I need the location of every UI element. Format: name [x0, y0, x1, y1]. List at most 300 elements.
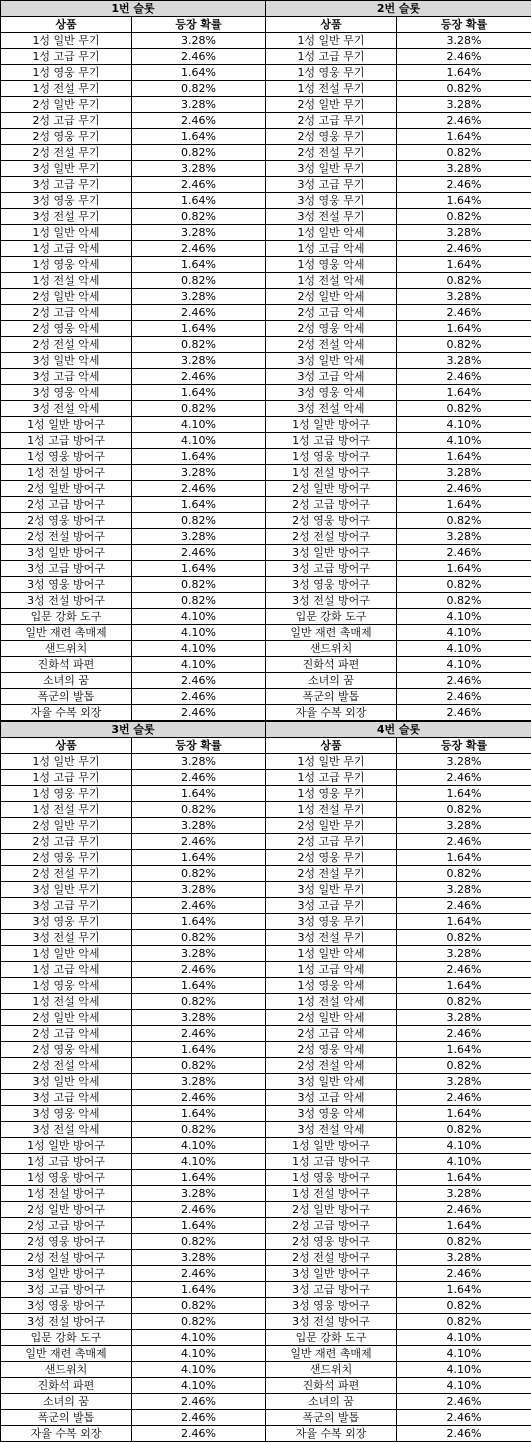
probability-cell: 0.82% — [132, 930, 266, 946]
item-name-cell: 2성 고급 무기 — [266, 113, 397, 129]
item-name-cell: 2성 고급 무기 — [1, 113, 132, 129]
probability-cell: 4.10% — [132, 625, 266, 641]
item-name-cell: 3성 일반 방어구 — [266, 545, 397, 561]
table-row — [1, 1058, 531, 1074]
item-name-cell: 3성 전설 악세 — [1, 1122, 132, 1138]
item-name-cell: 3성 일반 무기 — [266, 161, 397, 177]
table-row — [1, 161, 531, 177]
probability-cell: 0.82% — [397, 1314, 531, 1330]
item-name-cell: 3성 전설 악세 — [266, 401, 397, 417]
item-name-cell: 3성 일반 악세 — [1, 1074, 132, 1090]
table-row — [1, 1426, 531, 1442]
probability-cell: 2.46% — [397, 49, 531, 65]
slot-title-row — [1, 1, 531, 17]
probability-cell: 2.46% — [132, 898, 266, 914]
item-name-cell: 1성 영웅 방어구 — [266, 449, 397, 465]
item-name-cell: 3성 고급 악세 — [1, 1090, 132, 1106]
probability-cell: 3.28% — [397, 1250, 531, 1266]
table-row — [1, 625, 531, 641]
probability-cell: 1.64% — [397, 1170, 531, 1186]
item-name-cell: 2성 고급 악세 — [266, 305, 397, 321]
probability-cell: 0.82% — [132, 1234, 266, 1250]
probability-cell: 2.46% — [132, 673, 266, 689]
table-row — [1, 273, 531, 289]
item-name-cell: 3성 일반 방어구 — [1, 1266, 132, 1282]
item-name-cell: 2성 영웅 무기 — [266, 129, 397, 145]
item-name-cell: 2성 일반 악세 — [266, 1010, 397, 1026]
item-name-cell: 1성 영웅 무기 — [266, 786, 397, 802]
item-column-header: 상품 — [1, 17, 132, 33]
probability-cell: 4.10% — [132, 433, 266, 449]
item-name-cell: 3성 영웅 악세 — [266, 1106, 397, 1122]
probability-cell: 4.10% — [397, 1346, 531, 1362]
item-column-header: 상품 — [1, 738, 132, 754]
probability-cell: 4.10% — [132, 1362, 266, 1378]
table-row — [1, 1298, 531, 1314]
item-name-cell: 폭군의 발톱 — [1, 1410, 132, 1426]
table-row — [1, 433, 531, 449]
item-name-cell: 샌드위치 — [1, 641, 132, 657]
probability-cell: 3.28% — [132, 289, 266, 305]
probability-cell: 3.28% — [397, 225, 531, 241]
item-name-cell: 2성 고급 무기 — [1, 834, 132, 850]
table-row — [1, 1394, 531, 1410]
item-name-cell: 일반 재련 촉매제 — [266, 1346, 397, 1362]
probability-cell: 2.46% — [132, 1090, 266, 1106]
item-name-cell: 3성 고급 악세 — [266, 1090, 397, 1106]
probability-cell: 2.46% — [397, 241, 531, 257]
item-name-cell: 2성 전설 무기 — [266, 145, 397, 161]
item-name-cell: 폭군의 발톱 — [1, 689, 132, 705]
table-row — [1, 289, 531, 305]
probability-cell: 0.82% — [132, 337, 266, 353]
probability-cell: 2.46% — [132, 1426, 266, 1442]
table-row — [1, 369, 531, 385]
table-row — [1, 193, 531, 209]
item-name-cell: 2성 영웅 악세 — [1, 321, 132, 337]
slot-3-title: 3번 슬롯 — [1, 722, 266, 738]
item-name-cell: 2성 전설 무기 — [266, 866, 397, 882]
probability-cell: 2.46% — [132, 770, 266, 786]
item-name-cell: 1성 고급 무기 — [266, 49, 397, 65]
item-name-cell: 2성 고급 방어구 — [1, 1218, 132, 1234]
probability-cell: 2.46% — [397, 1426, 531, 1442]
table-row — [1, 337, 531, 353]
item-name-cell: 샌드위치 — [266, 641, 397, 657]
item-name-cell: 3성 전설 방어구 — [266, 1314, 397, 1330]
item-name-cell: 일반 재련 촉매제 — [266, 625, 397, 641]
probability-cell: 4.10% — [132, 1330, 266, 1346]
probability-cell: 0.82% — [132, 401, 266, 417]
table-row — [1, 1282, 531, 1298]
probability-cell: 2.46% — [132, 1266, 266, 1282]
probability-cell: 3.28% — [132, 97, 266, 113]
table-row — [1, 321, 531, 337]
table-row — [1, 962, 531, 978]
probability-cell: 0.82% — [132, 1314, 266, 1330]
probability-cell: 2.46% — [397, 834, 531, 850]
probability-cell: 0.82% — [397, 930, 531, 946]
item-name-cell: 2성 영웅 방어구 — [1, 513, 132, 529]
item-name-cell: 3성 전설 악세 — [1, 401, 132, 417]
item-name-cell: 3성 전설 방어구 — [266, 593, 397, 609]
probability-cell: 3.28% — [397, 818, 531, 834]
item-name-cell: 1성 전설 악세 — [1, 994, 132, 1010]
table-row — [1, 481, 531, 497]
item-name-cell: 3성 고급 무기 — [266, 898, 397, 914]
item-name-cell: 3성 고급 무기 — [266, 177, 397, 193]
probability-cell: 1.64% — [132, 786, 266, 802]
item-name-cell: 2성 고급 방어구 — [1, 497, 132, 513]
slot-4-title: 4번 슬롯 — [266, 722, 531, 738]
probability-cell: 2.46% — [397, 113, 531, 129]
probability-cell: 0.82% — [397, 145, 531, 161]
table-row — [1, 882, 531, 898]
probability-cell: 1.64% — [397, 385, 531, 401]
probability-cell: 3.28% — [132, 754, 266, 770]
item-name-cell: 1성 고급 악세 — [266, 962, 397, 978]
item-name-cell: 2성 영웅 무기 — [266, 850, 397, 866]
item-name-cell: 1성 전설 방어구 — [1, 1186, 132, 1202]
column-header-row — [1, 738, 531, 754]
item-name-cell: 1성 전설 무기 — [266, 802, 397, 818]
item-name-cell: 3성 영웅 무기 — [266, 914, 397, 930]
probability-cell: 3.28% — [397, 529, 531, 545]
item-name-cell: 1성 고급 방어구 — [266, 1154, 397, 1170]
item-name-cell: 2성 일반 무기 — [1, 818, 132, 834]
probability-cell: 3.28% — [132, 818, 266, 834]
item-name-cell: 1성 전설 방어구 — [266, 465, 397, 481]
probability-cell: 2.46% — [132, 834, 266, 850]
item-name-cell: 자율 수복 외장 — [266, 1426, 397, 1442]
probability-cell: 0.82% — [132, 81, 266, 97]
probability-cell: 3.28% — [397, 1186, 531, 1202]
item-name-cell: 1성 일반 방어구 — [266, 417, 397, 433]
item-name-cell: 3성 일반 방어구 — [1, 545, 132, 561]
item-name-cell: 2성 고급 악세 — [266, 1026, 397, 1042]
probability-cell: 2.46% — [132, 1394, 266, 1410]
item-name-cell: 2성 전설 악세 — [266, 1058, 397, 1074]
item-name-cell: 1성 일반 방어구 — [1, 417, 132, 433]
item-name-cell: 입문 강화 도구 — [1, 1330, 132, 1346]
probability-cell: 0.82% — [132, 1122, 266, 1138]
item-name-cell: 1성 영웅 악세 — [266, 978, 397, 994]
table-row — [1, 1410, 531, 1426]
item-name-cell: 1성 전설 방어구 — [266, 1186, 397, 1202]
probability-cell: 1.64% — [397, 786, 531, 802]
item-name-cell: 2성 고급 방어구 — [266, 1218, 397, 1234]
probability-cell: 0.82% — [397, 577, 531, 593]
table-row — [1, 818, 531, 834]
table-row — [1, 417, 531, 433]
probability-cell: 1.64% — [132, 449, 266, 465]
slot-table-bottom — [0, 721, 531, 1442]
probability-cell: 1.64% — [132, 385, 266, 401]
probability-cell: 4.10% — [132, 1154, 266, 1170]
item-name-cell: 2성 영웅 악세 — [1, 1042, 132, 1058]
item-name-cell: 3성 영웅 방어구 — [266, 577, 397, 593]
probability-cell: 4.10% — [132, 417, 266, 433]
probability-cell: 2.46% — [132, 1026, 266, 1042]
probability-cell: 1.64% — [132, 257, 266, 273]
table-row — [1, 946, 531, 962]
probability-cell: 1.64% — [397, 978, 531, 994]
probability-cell: 4.10% — [397, 641, 531, 657]
item-name-cell: 3성 영웅 무기 — [266, 193, 397, 209]
item-name-cell: 1성 고급 무기 — [1, 770, 132, 786]
table-row — [1, 657, 531, 673]
item-name-cell: 2성 일반 악세 — [266, 289, 397, 305]
item-name-cell: 2성 전설 악세 — [1, 1058, 132, 1074]
prob-column-header: 등장 확률 — [397, 738, 531, 754]
item-name-cell: 3성 고급 방어구 — [1, 561, 132, 577]
table-row — [1, 577, 531, 593]
item-name-cell: 3성 영웅 악세 — [1, 1106, 132, 1122]
probability-cell: 3.28% — [132, 465, 266, 481]
table-row — [1, 257, 531, 273]
probability-cell: 0.82% — [132, 866, 266, 882]
item-name-cell: 3성 일반 악세 — [1, 353, 132, 369]
probability-cell: 2.46% — [132, 481, 266, 497]
probability-cell: 3.28% — [132, 161, 266, 177]
probability-cell: 4.10% — [397, 657, 531, 673]
item-name-cell: 3성 일반 무기 — [1, 882, 132, 898]
probability-cell: 0.82% — [397, 1298, 531, 1314]
probability-cell: 0.82% — [132, 1298, 266, 1314]
probability-cell: 0.82% — [397, 81, 531, 97]
probability-cell: 2.46% — [132, 689, 266, 705]
item-name-cell: 자율 수복 외장 — [1, 1426, 132, 1442]
slot-title-row — [1, 722, 531, 738]
table-row — [1, 1234, 531, 1250]
item-name-cell: 1성 영웅 악세 — [1, 257, 132, 273]
table-row — [1, 497, 531, 513]
probability-cell: 1.64% — [132, 193, 266, 209]
probability-cell: 0.82% — [132, 513, 266, 529]
table-row — [1, 850, 531, 866]
probability-cell: 1.64% — [132, 978, 266, 994]
probability-cell: 3.28% — [397, 946, 531, 962]
item-name-cell: 일반 재련 촉매제 — [1, 625, 132, 641]
item-name-cell: 2성 일반 무기 — [1, 97, 132, 113]
item-name-cell: 소녀의 꿈 — [266, 673, 397, 689]
probability-cell: 0.82% — [397, 337, 531, 353]
table-row — [1, 225, 531, 241]
probability-cell: 2.46% — [397, 898, 531, 914]
slot-1-title: 1번 슬롯 — [1, 1, 266, 17]
table-row — [1, 353, 531, 369]
table-row — [1, 593, 531, 609]
prob-column-header: 등장 확률 — [132, 17, 266, 33]
item-name-cell: 1성 영웅 방어구 — [266, 1170, 397, 1186]
item-name-cell: 폭군의 발톱 — [266, 1410, 397, 1426]
probability-cell: 3.28% — [132, 882, 266, 898]
probability-cell: 1.64% — [132, 1282, 266, 1298]
probability-cell: 4.10% — [132, 641, 266, 657]
probability-cell: 1.64% — [397, 1042, 531, 1058]
table-row — [1, 513, 531, 529]
item-name-cell: 2성 전설 악세 — [266, 337, 397, 353]
table-body — [1, 754, 531, 1442]
probability-cell: 0.82% — [132, 802, 266, 818]
item-name-cell: 2성 일반 방어구 — [1, 1202, 132, 1218]
table-row — [1, 705, 531, 721]
probability-table-slots-3-4 — [0, 721, 531, 1442]
probability-cell: 1.64% — [132, 850, 266, 866]
probability-cell: 2.46% — [132, 545, 266, 561]
item-name-cell: 1성 일반 무기 — [266, 754, 397, 770]
probability-cell: 3.28% — [132, 353, 266, 369]
item-name-cell: 3성 전설 무기 — [266, 930, 397, 946]
probability-cell: 2.46% — [397, 545, 531, 561]
probability-cell: 3.28% — [132, 946, 266, 962]
item-name-cell: 3성 영웅 방어구 — [266, 1298, 397, 1314]
item-name-cell: 2성 영웅 무기 — [1, 129, 132, 145]
table-row — [1, 1170, 531, 1186]
item-name-cell: 2성 영웅 무기 — [1, 850, 132, 866]
probability-cell: 0.82% — [132, 145, 266, 161]
item-name-cell: 1성 일반 악세 — [266, 225, 397, 241]
item-name-cell: 2성 전설 무기 — [1, 145, 132, 161]
item-name-cell: 2성 전설 방어구 — [266, 1250, 397, 1266]
probability-cell: 0.82% — [397, 1058, 531, 1074]
table-row — [1, 241, 531, 257]
probability-cell: 2.46% — [397, 705, 531, 721]
item-name-cell: 2성 고급 무기 — [266, 834, 397, 850]
item-name-cell: 1성 일반 방어구 — [1, 1138, 132, 1154]
probability-cell: 0.82% — [397, 1234, 531, 1250]
item-name-cell: 1성 일반 무기 — [266, 33, 397, 49]
item-name-cell: 1성 영웅 방어구 — [1, 1170, 132, 1186]
probability-cell: 3.28% — [397, 1074, 531, 1090]
probability-cell: 2.46% — [132, 241, 266, 257]
item-name-cell: 3성 영웅 방어구 — [1, 1298, 132, 1314]
probability-cell: 1.64% — [397, 65, 531, 81]
probability-cell: 2.46% — [397, 770, 531, 786]
probability-cell: 4.10% — [397, 1330, 531, 1346]
item-name-cell: 3성 전설 악세 — [266, 1122, 397, 1138]
item-name-cell: 1성 전설 악세 — [1, 273, 132, 289]
probability-cell: 4.10% — [397, 1138, 531, 1154]
probability-cell: 3.28% — [132, 33, 266, 49]
item-name-cell: 1성 전설 무기 — [1, 802, 132, 818]
item-name-cell: 자율 수복 외장 — [1, 705, 132, 721]
table-row — [1, 1218, 531, 1234]
probability-cell: 3.28% — [397, 97, 531, 113]
item-name-cell: 2성 전설 방어구 — [1, 1250, 132, 1266]
probability-cell: 1.64% — [397, 449, 531, 465]
probability-cell: 4.10% — [132, 657, 266, 673]
table-row — [1, 866, 531, 882]
item-name-cell: 1성 일반 악세 — [1, 225, 132, 241]
table-row — [1, 465, 531, 481]
item-name-cell: 1성 고급 악세 — [266, 241, 397, 257]
table-row — [1, 385, 531, 401]
table-row — [1, 113, 531, 129]
probability-cell: 1.64% — [132, 1170, 266, 1186]
item-name-cell: 3성 일반 무기 — [1, 161, 132, 177]
item-name-cell: 샌드위치 — [266, 1362, 397, 1378]
item-name-cell: 2성 영웅 악세 — [266, 1042, 397, 1058]
table-row — [1, 401, 531, 417]
item-name-cell: 3성 고급 방어구 — [266, 1282, 397, 1298]
probability-cell: 4.10% — [397, 625, 531, 641]
prob-column-header: 등장 확률 — [397, 17, 531, 33]
item-name-cell: 소녀의 꿈 — [1, 1394, 132, 1410]
table-row — [1, 1138, 531, 1154]
probability-cell: 1.64% — [132, 1042, 266, 1058]
probability-cell: 0.82% — [397, 866, 531, 882]
probability-cell: 3.28% — [132, 1186, 266, 1202]
item-name-cell: 진화석 파편 — [1, 1378, 132, 1394]
probability-cell: 4.10% — [132, 609, 266, 625]
probability-cell: 0.82% — [397, 273, 531, 289]
item-name-cell: 3성 영웅 악세 — [266, 385, 397, 401]
item-name-cell: 3성 고급 방어구 — [1, 1282, 132, 1298]
table-row — [1, 770, 531, 786]
item-name-cell: 2성 일반 악세 — [1, 289, 132, 305]
item-name-cell: 3성 일반 무기 — [266, 882, 397, 898]
table-row — [1, 545, 531, 561]
probability-cell: 1.64% — [132, 1106, 266, 1122]
item-name-cell: 2성 고급 방어구 — [266, 497, 397, 513]
probability-cell: 2.46% — [397, 481, 531, 497]
probability-cell: 3.28% — [397, 754, 531, 770]
probability-cell: 0.82% — [397, 593, 531, 609]
probability-cell: 2.46% — [132, 49, 266, 65]
item-name-cell: 2성 전설 악세 — [1, 337, 132, 353]
probability-cell: 0.82% — [397, 1122, 531, 1138]
table-row — [1, 1106, 531, 1122]
probability-cell: 4.10% — [397, 417, 531, 433]
item-name-cell: 2성 고급 악세 — [1, 1026, 132, 1042]
probability-cell: 2.46% — [132, 177, 266, 193]
probability-cell: 1.64% — [397, 497, 531, 513]
probability-cell: 1.64% — [397, 1282, 531, 1298]
item-name-cell: 2성 전설 방어구 — [1, 529, 132, 545]
table-row — [1, 1202, 531, 1218]
probability-cell: 2.46% — [132, 705, 266, 721]
item-name-cell: 입문 강화 도구 — [266, 1330, 397, 1346]
table-row — [1, 1362, 531, 1378]
probability-cell: 2.46% — [132, 1202, 266, 1218]
probability-cell: 0.82% — [132, 209, 266, 225]
item-name-cell: 3성 전설 무기 — [1, 209, 132, 225]
probability-cell: 3.28% — [397, 33, 531, 49]
item-name-cell: 1성 고급 방어구 — [1, 433, 132, 449]
item-name-cell: 입문 강화 도구 — [1, 609, 132, 625]
probability-cell: 2.46% — [397, 1202, 531, 1218]
probability-cell: 1.64% — [397, 193, 531, 209]
item-name-cell: 입문 강화 도구 — [266, 609, 397, 625]
table-row — [1, 673, 531, 689]
table-row — [1, 529, 531, 545]
item-name-cell: 1성 일반 무기 — [1, 754, 132, 770]
probability-cell: 3.28% — [397, 882, 531, 898]
probability-cell: 1.64% — [397, 129, 531, 145]
probability-cell: 3.28% — [132, 1074, 266, 1090]
item-name-cell: 1성 전설 무기 — [266, 81, 397, 97]
probability-cell: 4.10% — [132, 1346, 266, 1362]
item-name-cell: 3성 일반 방어구 — [266, 1266, 397, 1282]
item-name-cell: 1성 고급 악세 — [1, 241, 132, 257]
probability-cell: 2.46% — [397, 1410, 531, 1426]
probability-cell: 3.28% — [397, 289, 531, 305]
probability-cell: 1.64% — [132, 561, 266, 577]
item-name-cell: 3성 전설 방어구 — [1, 593, 132, 609]
table-row — [1, 834, 531, 850]
probability-cell: 1.64% — [397, 321, 531, 337]
